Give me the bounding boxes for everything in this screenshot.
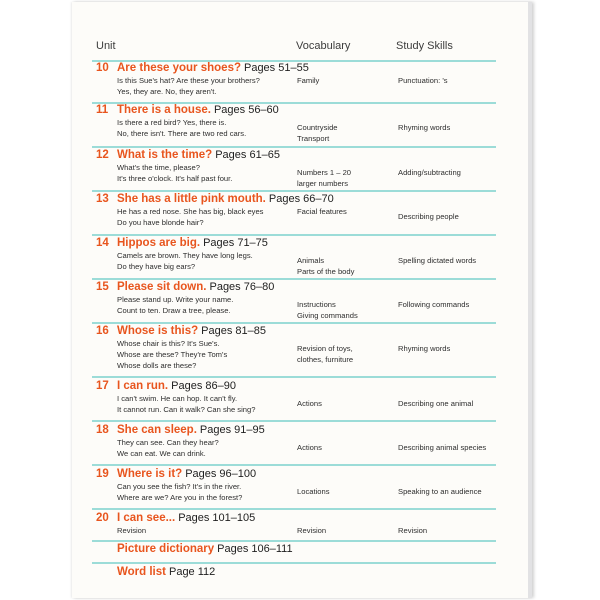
unit-pages: Page 112 bbox=[168, 566, 216, 578]
example-sentence: He has a red nose. She has big, black eyes bbox=[117, 207, 264, 216]
unit-title bbox=[96, 62, 309, 74]
unit-title bbox=[96, 380, 236, 392]
example-sentence: I can't swim. He can hop. It can't fly. bbox=[117, 394, 238, 403]
row-divider bbox=[92, 278, 496, 280]
unit-column-header: Unit bbox=[96, 40, 116, 52]
study-skill: Rhyming words bbox=[398, 123, 451, 132]
example-sentence: Yes, they are. No, they aren't. bbox=[117, 87, 217, 96]
vocabulary-topic: Revision of toys, bbox=[297, 344, 353, 353]
unit-number: 12 bbox=[96, 149, 109, 161]
unit-pages: Pages 71–75 bbox=[203, 237, 268, 249]
unit-number: 17 bbox=[96, 380, 109, 392]
example-sentence: Whose chair is this? It's Sue's. bbox=[117, 339, 220, 348]
example-sentence: What's the time, please? bbox=[117, 163, 200, 172]
study-skill: Adding/subtracting bbox=[398, 168, 461, 177]
unit-pages: Pages 61–65 bbox=[215, 149, 281, 161]
unit-number: 14 bbox=[96, 237, 109, 249]
example-sentence: Whose are these? They're Tom's bbox=[117, 350, 228, 359]
vocabulary-topic: Family bbox=[297, 76, 320, 85]
row-divider bbox=[92, 190, 496, 192]
unit-name: Whose is this? bbox=[117, 325, 199, 337]
example-sentence: Count to ten. Draw a tree, please. bbox=[117, 306, 231, 315]
example-sentence: Where are we? Are you in the forest? bbox=[117, 493, 243, 502]
vocabulary-topic: Countryside bbox=[297, 123, 338, 132]
unit-pages: Pages 81–85 bbox=[201, 325, 266, 337]
unit-title bbox=[96, 104, 279, 116]
row-divider bbox=[92, 420, 496, 422]
unit-number: 16 bbox=[96, 325, 109, 337]
unit-number: 10 bbox=[96, 62, 109, 74]
row-divider bbox=[92, 508, 496, 510]
example-sentence: Do they have big ears? bbox=[117, 262, 196, 271]
unit-name: She can sleep. bbox=[117, 424, 197, 436]
example-sentence: No, there isn't. There are two red cars. bbox=[117, 129, 247, 138]
example-sentence: Camels are brown. They have long legs. bbox=[117, 251, 253, 260]
study-skill: Spelling dictated words bbox=[398, 256, 477, 265]
row-divider bbox=[92, 540, 496, 542]
unit-title bbox=[96, 468, 256, 480]
unit-number: 20 bbox=[96, 512, 109, 524]
unit-name: Word list bbox=[117, 566, 166, 578]
vocabulary-topic: Numbers 1 – 20 bbox=[297, 168, 352, 177]
vocabulary-topic: Instructions bbox=[297, 300, 336, 309]
row-divider bbox=[92, 146, 496, 148]
row-divider bbox=[92, 60, 496, 62]
study-skill: Rhyming words bbox=[398, 344, 451, 353]
vocabulary-topic: Actions bbox=[297, 399, 322, 408]
unit-name: What is the time? bbox=[117, 149, 213, 161]
example-sentence: Is this Sue's hat? Are these your brothers? bbox=[117, 76, 260, 85]
row-divider bbox=[92, 376, 496, 378]
unit-title bbox=[96, 281, 274, 293]
unit-name: Please sit down. bbox=[117, 281, 207, 293]
example-sentence: It cannot run. Can it walk? Can she sing? bbox=[117, 405, 256, 414]
unit-title bbox=[96, 543, 293, 555]
unit-number: 13 bbox=[96, 193, 109, 205]
row-divider bbox=[92, 464, 496, 466]
unit-pages: Pages 106–111 bbox=[217, 543, 293, 555]
vocabulary-topic: Locations bbox=[297, 487, 330, 496]
study-skill: Describing one animal bbox=[398, 399, 474, 408]
study-skills-column-header: Study Skills bbox=[396, 40, 453, 52]
study-skill: Revision bbox=[398, 526, 428, 535]
example-sentence: We can eat. We can drink. bbox=[117, 449, 206, 458]
table-header bbox=[96, 40, 496, 58]
unit-title bbox=[96, 512, 255, 524]
study-skill: Punctuation: 's bbox=[398, 76, 448, 85]
unit-title bbox=[96, 325, 266, 337]
study-skill: Describing people bbox=[398, 212, 459, 221]
example-sentence: It's three o'clock. It's half past four. bbox=[117, 174, 233, 183]
unit-name: Hippos are big. bbox=[117, 237, 201, 249]
unit-name: She has a little pink mouth. bbox=[117, 193, 266, 205]
unit-title bbox=[96, 237, 268, 249]
unit-number: 19 bbox=[96, 468, 109, 480]
unit-pages: Pages 76–80 bbox=[209, 281, 275, 293]
unit-number: 11 bbox=[96, 104, 109, 116]
study-skill: Following commands bbox=[398, 300, 470, 309]
unit-name: I can see... bbox=[117, 512, 176, 524]
unit-number: 18 bbox=[96, 424, 109, 436]
unit-pages: Pages 91–95 bbox=[199, 424, 265, 436]
unit-name: Picture dictionary bbox=[117, 543, 215, 555]
vocabulary-topic: Giving commands bbox=[297, 311, 358, 320]
unit-title bbox=[96, 424, 265, 436]
row-divider bbox=[92, 322, 496, 324]
vocabulary-topic: Actions bbox=[297, 443, 322, 452]
vocabulary-column-header: Vocabulary bbox=[296, 40, 351, 52]
unit-name: There is a house. bbox=[117, 104, 211, 116]
vocabulary-topic: larger numbers bbox=[297, 179, 349, 188]
vocabulary-topic: clothes, furniture bbox=[297, 355, 354, 364]
example-sentence: Do you have blonde hair? bbox=[117, 218, 204, 227]
vocabulary-topic: Parts of the body bbox=[297, 267, 355, 276]
unit-title bbox=[96, 149, 280, 161]
example-sentence: They can see. Can they hear? bbox=[117, 438, 219, 447]
vocabulary-topic: Facial features bbox=[297, 207, 347, 216]
unit-pages: Pages 51–55 bbox=[243, 62, 309, 74]
unit-pages: Pages 66–70 bbox=[268, 193, 334, 205]
unit-name: Where is it? bbox=[117, 468, 183, 480]
unit-pages: Pages 101–105 bbox=[178, 512, 256, 524]
example-sentence: Is there a red bird? Yes, there is. bbox=[117, 118, 227, 127]
unit-name: Are these your shoes? bbox=[117, 62, 241, 74]
unit-number: 15 bbox=[96, 281, 109, 293]
study-skill: Speaking to an audience bbox=[398, 487, 482, 496]
unit-pages: Pages 86–90 bbox=[171, 380, 236, 392]
vocabulary-topic: Animals bbox=[297, 256, 325, 265]
row-divider bbox=[92, 562, 496, 564]
unit-name: I can run. bbox=[117, 380, 169, 392]
unit-pages: Pages 56–60 bbox=[213, 104, 279, 116]
study-skill: Describing animal species bbox=[398, 443, 487, 452]
row-divider bbox=[92, 102, 496, 104]
row-divider bbox=[92, 234, 496, 236]
example-sentence: Whose dolls are these? bbox=[117, 361, 197, 370]
vocabulary-topic: Revision bbox=[297, 526, 327, 535]
example-sentence: Revision bbox=[117, 526, 147, 535]
vocabulary-topic: Transport bbox=[297, 134, 330, 143]
unit-title bbox=[96, 193, 334, 205]
example-sentence: Can you see the fish? It's in the river. bbox=[117, 482, 242, 491]
unit-title bbox=[96, 566, 215, 578]
example-sentence: Please stand up. Write your name. bbox=[117, 295, 234, 304]
unit-pages: Pages 96–100 bbox=[185, 468, 257, 480]
